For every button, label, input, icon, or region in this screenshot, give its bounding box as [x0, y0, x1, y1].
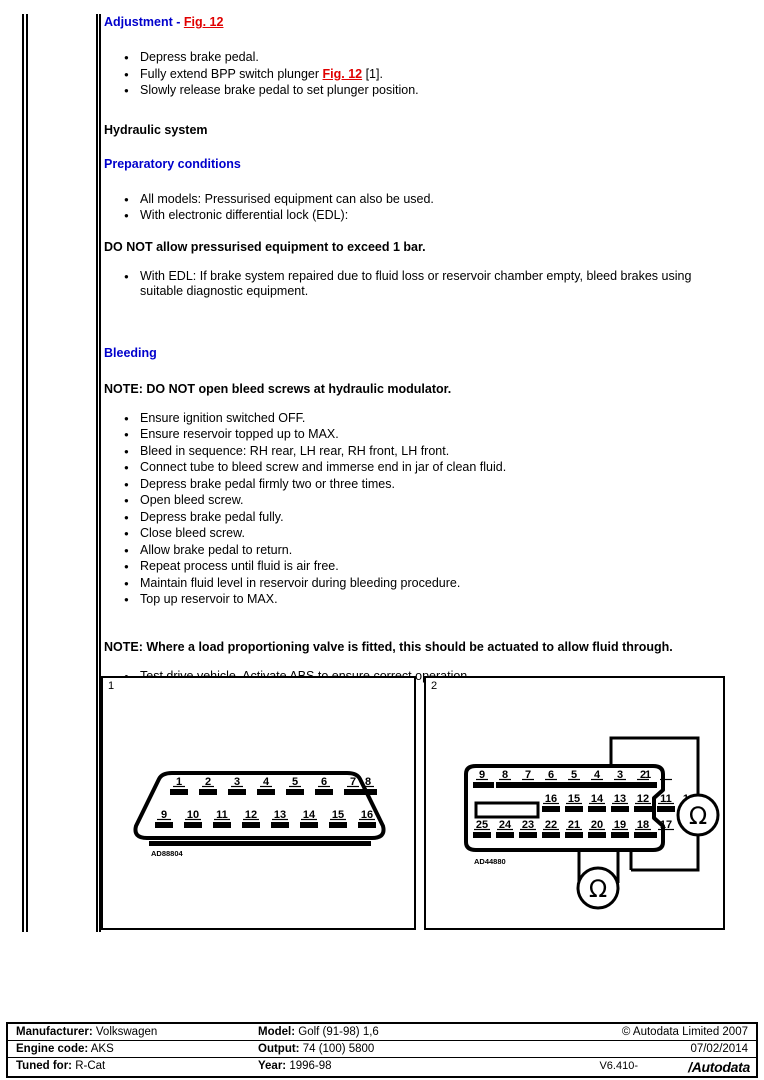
list-item: ● Ensure ignition switched OFF. [104, 411, 716, 427]
ohmmeter-lower [578, 868, 618, 908]
svg-text:3: 3 [616, 769, 624, 781]
bleeding-bullet-list [104, 411, 716, 608]
fig-12-link-bullet[interactable]: Fig. 12 [322, 66, 363, 81]
svg-text:5: 5 [291, 776, 299, 788]
svg-text:17: 17 [659, 819, 673, 831]
note-pressure-limit: DO NOT allow pressurised equipment to exceed 1 bar. [104, 239, 426, 254]
figure-panels [101, 676, 725, 930]
footer-value: Volkswagen [95, 1026, 158, 1038]
footer-value: R-Cat [75, 1060, 106, 1072]
svg-text:13: 13 [273, 809, 287, 821]
list-item: ● Close bleed screw. [104, 526, 716, 542]
svg-text:20: 20 [590, 819, 604, 831]
panel-1-number: 1 [108, 680, 115, 692]
list-item: ● Bleed in sequence: RH rear, LH rear, RH front, LH front. [104, 444, 716, 460]
svg-text:21: 21 [567, 819, 581, 831]
panel1-bottom-row-pins [155, 822, 376, 828]
svg-text:11: 11 [660, 793, 672, 805]
svg-text:16: 16 [360, 809, 374, 821]
footer-label: Engine code: [16, 1043, 89, 1055]
footer-manufacturer [16, 1024, 157, 1041]
svg-text:7: 7 [349, 776, 357, 788]
svg-text:15: 15 [567, 793, 581, 805]
svg-text:2: 2 [204, 776, 212, 788]
list-item: ● Ensure reservoir topped up to MAX. [104, 427, 716, 443]
svg-text:24: 24 [498, 819, 512, 831]
footer-model [258, 1024, 379, 1041]
svg-text:9: 9 [478, 769, 486, 781]
list-item: ● Depress brake pedal. [104, 50, 716, 66]
heading-hydraulic-system: Hydraulic system [104, 122, 208, 137]
panel1-top-row-labels [173, 776, 374, 788]
svg-text:14: 14 [302, 809, 316, 821]
list-item: ● Depress brake pedal firmly two or three times. [104, 477, 716, 493]
footer-label: Manufacturer: [16, 1026, 93, 1038]
heading-preparatory-conditions: Preparatory conditions [104, 156, 241, 171]
adjustment-bullet-list [104, 50, 716, 99]
svg-text:6: 6 [320, 776, 328, 788]
svg-text:Ω: Ω [588, 875, 608, 903]
list-item: ● All models: Pressurised equipment can also be used. [104, 192, 716, 208]
svg-text:2: 2 [639, 769, 647, 781]
svg-text:12: 12 [636, 793, 650, 805]
list-item: ● Allow brake pedal to return. [104, 543, 716, 559]
footer-label: Model: [258, 1026, 296, 1038]
footer-engine-code [16, 1041, 114, 1058]
footer-copyright: © Autodata Limited 2007 [621, 1026, 748, 1038]
svg-text:1: 1 [644, 769, 652, 781]
svg-text:23: 23 [521, 819, 535, 831]
footer-row [8, 1058, 756, 1075]
document-content [104, 14, 716, 685]
footer-date: 07/02/2014 [690, 1043, 748, 1055]
note-load-proportioning-valve: NOTE: Where a load proportioning valve is fitted, this should be actuated to allow fluid through. [104, 639, 673, 654]
footer-value: Golf (91-98) 1,6 [298, 1026, 379, 1038]
footer-year [258, 1058, 332, 1075]
panel1-top-row-pins [170, 789, 362, 795]
heading-adjustment [104, 14, 716, 30]
list-item [104, 67, 716, 83]
svg-text:3: 3 [233, 776, 241, 788]
footer-tuned-for [16, 1058, 105, 1075]
footer-output [258, 1041, 374, 1058]
heading-bleeding: Bleeding [104, 345, 157, 360]
svg-text:22: 22 [544, 819, 558, 831]
footer-row [8, 1041, 756, 1058]
svg-text:18: 18 [636, 819, 650, 831]
note-bleed-screws: NOTE: DO NOT open bleed screws at hydraulic modulator. [104, 381, 452, 396]
obd16-connector-diagram [103, 678, 414, 928]
heading-adjustment-text: Adjustment - [104, 15, 184, 29]
preparatory-bullet-list-after [104, 269, 716, 300]
svg-text:15: 15 [331, 809, 345, 821]
list-item: ● Depress brake pedal fully. [104, 510, 716, 526]
panel1-part-code: AD88804 [151, 849, 183, 858]
figure-panel-2 [424, 676, 725, 930]
list-item: ● With electronic differential lock (EDL): [104, 208, 716, 224]
svg-text:14: 14 [590, 793, 604, 805]
panel2-top-row-labels [476, 769, 672, 781]
svg-text:7: 7 [524, 769, 532, 781]
svg-text:6: 6 [547, 769, 555, 781]
connector25-ohmmeter-diagram [426, 678, 723, 928]
document-footer [6, 1022, 758, 1078]
fig-12-link-heading[interactable]: Fig. 12 [183, 15, 224, 29]
autodata-logo: /Autodata [688, 1059, 750, 1075]
svg-text:Ω: Ω [688, 802, 708, 830]
list-item: ● Top up reservoir to MAX. [104, 592, 716, 608]
preparatory-bullet-list [104, 192, 716, 224]
svg-text:19: 19 [613, 819, 627, 831]
panel-2-number: 2 [431, 680, 438, 692]
panel2-keying-slot [476, 803, 538, 817]
list-item: ● Slowly release brake pedal to set plunger position. [104, 83, 716, 99]
svg-text:8: 8 [501, 769, 509, 781]
panel2-bottom-row-labels [474, 819, 674, 831]
footer-row [8, 1024, 756, 1041]
panel1-bottom-row-labels [157, 809, 375, 821]
footer-label: Year: [258, 1060, 287, 1072]
list-item: ● With EDL: If brake system repaired due to fluid loss or reservoir chamber empty, bleed brakes using suitable diagnostic equipment. [104, 269, 716, 300]
footer-label: Tuned for: [16, 1060, 72, 1072]
svg-text:11: 11 [216, 809, 228, 821]
footer-value: 74 (100) 5800 [302, 1043, 375, 1055]
svg-text:10: 10 [186, 809, 200, 821]
svg-text:1: 1 [175, 776, 183, 788]
list-item: ● Repeat process until fluid is air free. [104, 559, 716, 575]
svg-text:4: 4 [262, 776, 270, 788]
list-item: ● Open bleed screw. [104, 493, 716, 509]
footer-value: AKS [90, 1043, 114, 1055]
list-item-suffix: [1]. [362, 66, 383, 81]
list-item: ● Connect tube to bleed screw and immerse end in jar of clean fluid. [104, 460, 716, 476]
footer-version: V6.410- [599, 1060, 638, 1072]
page-outer-border [22, 14, 28, 932]
svg-text:13: 13 [613, 793, 627, 805]
svg-text:5: 5 [570, 769, 578, 781]
footer-value: 1996-98 [289, 1060, 332, 1072]
ohmmeter-right [678, 795, 718, 835]
footer-label: Output: [258, 1043, 300, 1055]
svg-text:8: 8 [364, 776, 372, 788]
svg-text:16: 16 [544, 793, 558, 805]
list-item-text: Fully extend BPP switch plunger [140, 66, 323, 81]
list-item: ● Maintain fluid level in reservoir during bleeding procedure. [104, 576, 716, 592]
svg-text:25: 25 [475, 819, 489, 831]
svg-text:12: 12 [244, 809, 258, 821]
svg-text:9: 9 [160, 809, 168, 821]
figure-panel-1 [101, 676, 416, 930]
panel2-part-code: AD44880 [474, 857, 506, 866]
svg-text:4: 4 [593, 769, 601, 781]
